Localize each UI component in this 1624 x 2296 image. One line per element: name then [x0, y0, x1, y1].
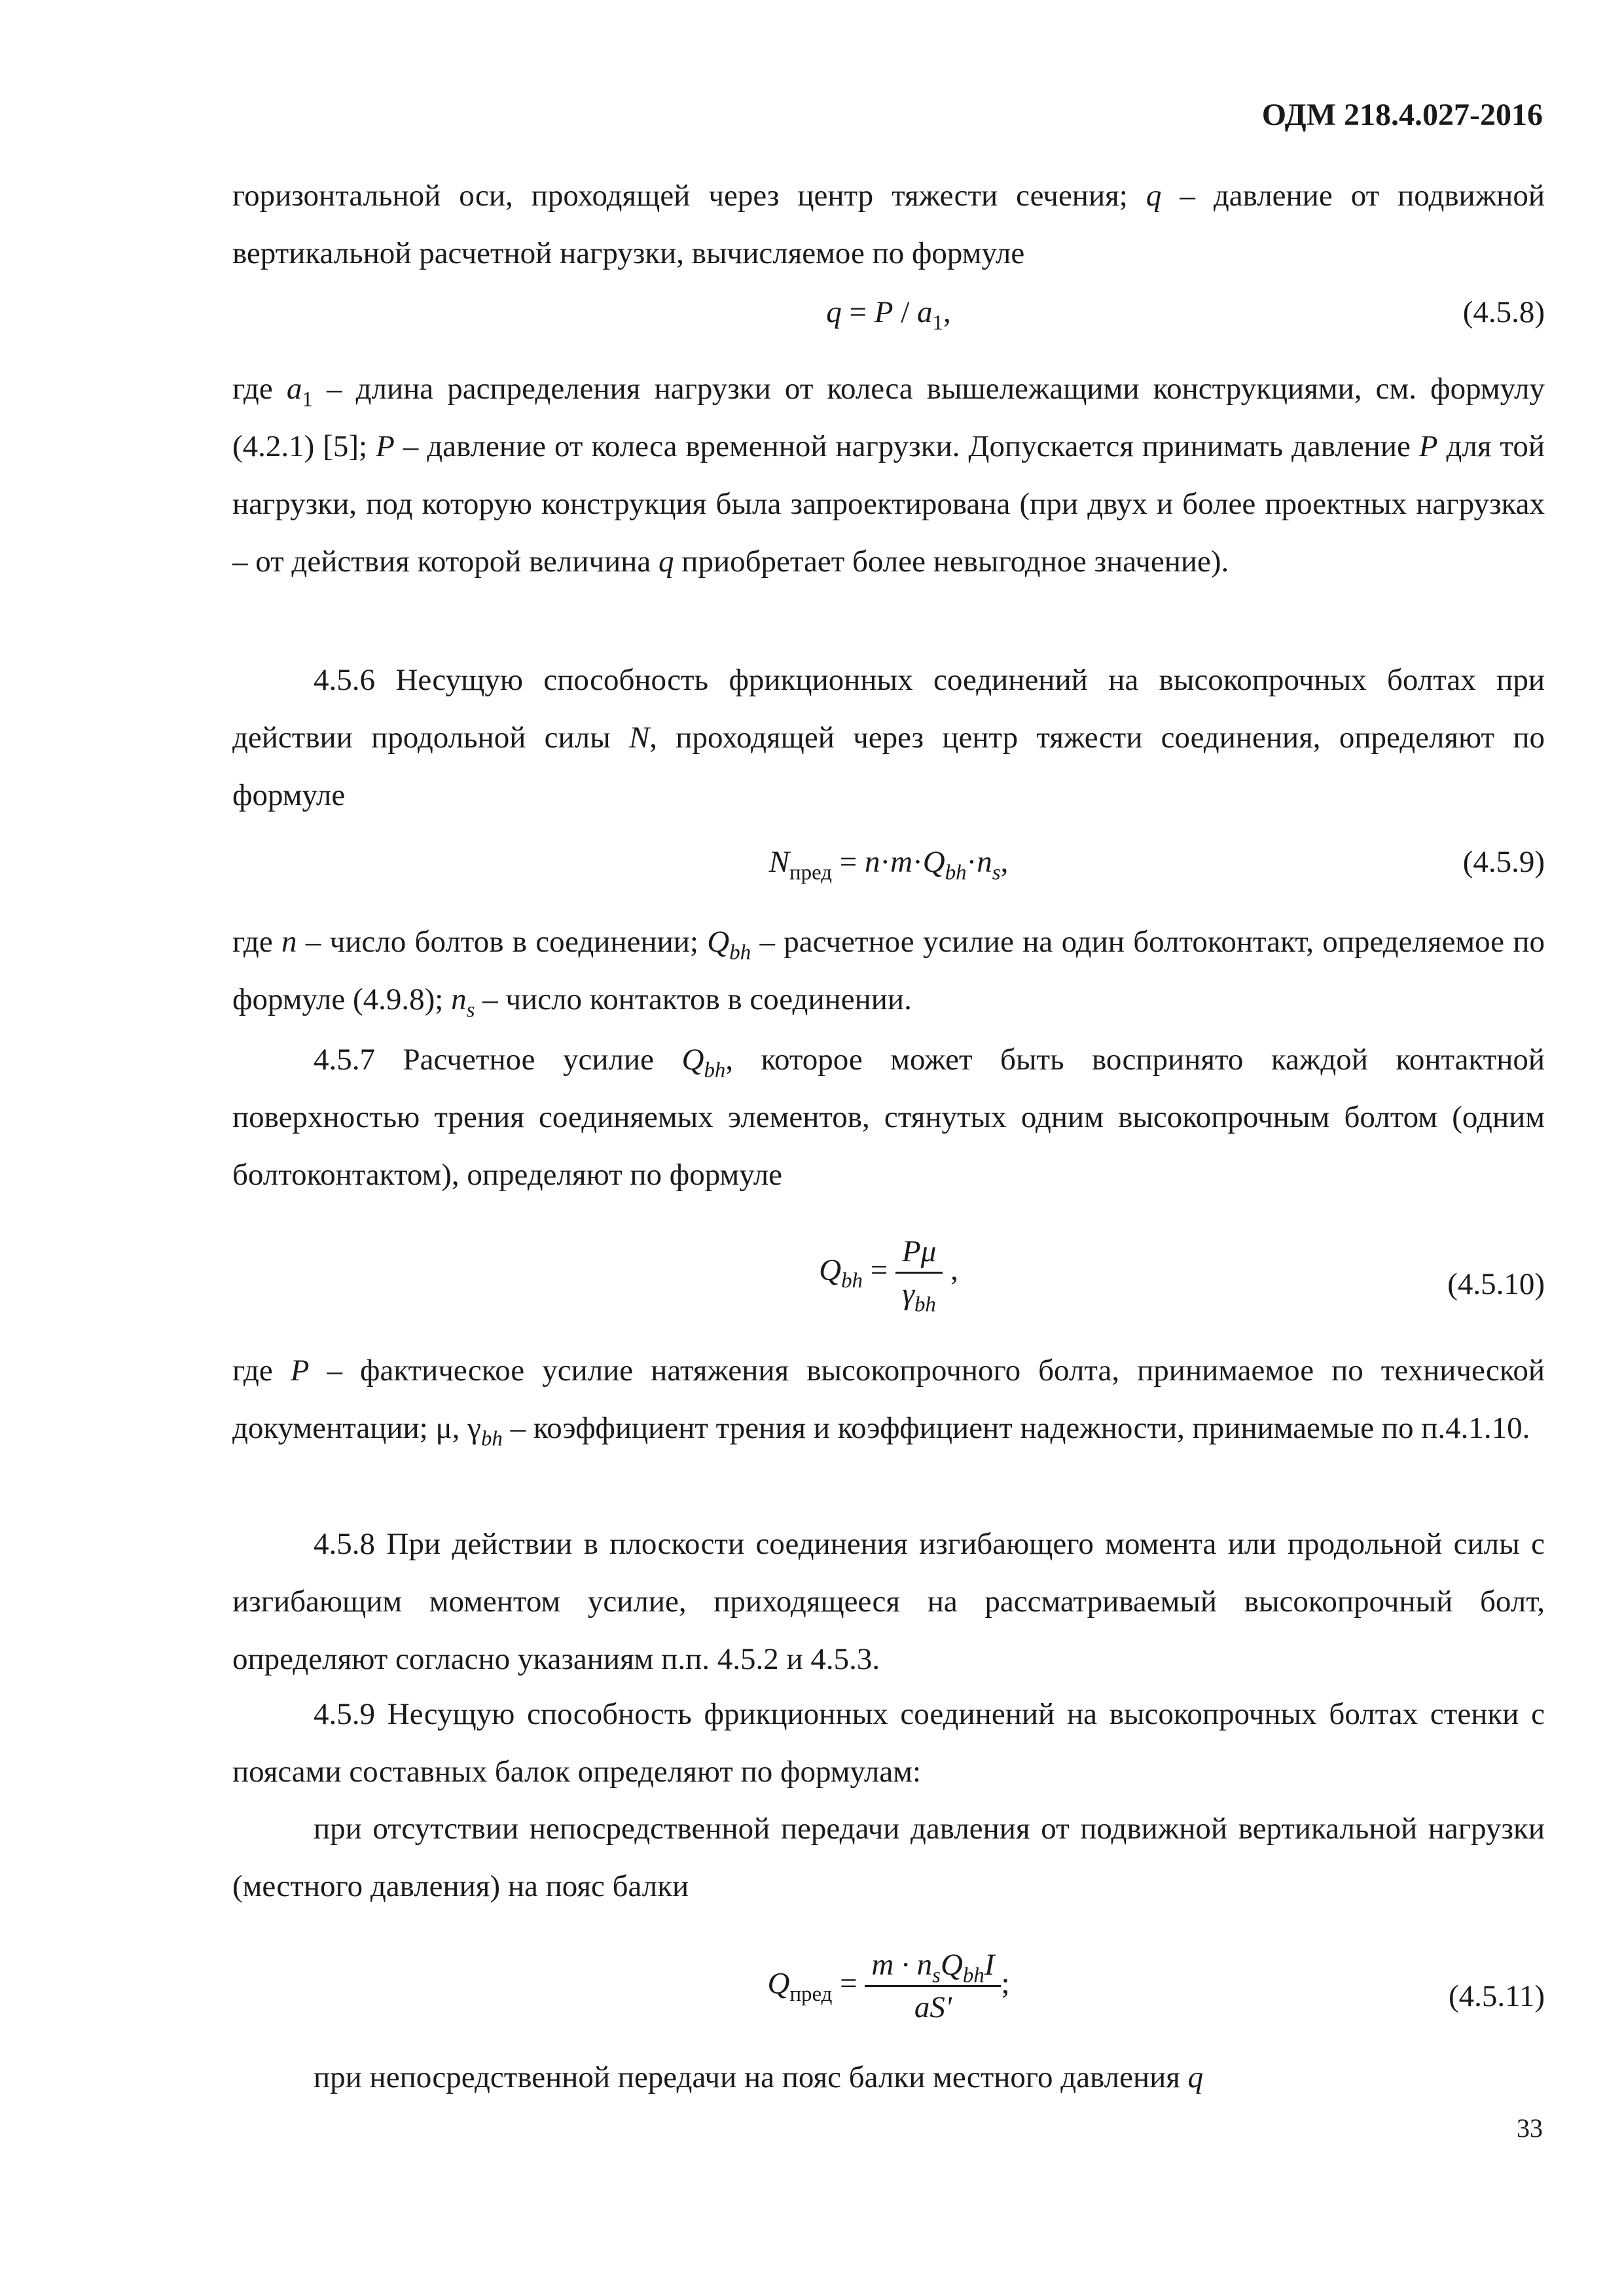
- var-q: q: [1146, 179, 1162, 213]
- equation-4-5-9: [232, 844, 1545, 910]
- paragraph-4-5-8: 4.5.8 При действии в плоскости соединения изгибающего момента или продольной силы с изгибающим моментом усилие, приходящееся на рассматриваемый высокопрочный болт, определяют согласно указаниям п.п. 4.5.2 и 4.5.3.: [232, 1527, 1545, 1676]
- text: – давление от подвижной вертикальной расчетной нагрузки, вычисляемое по формуле: [232, 179, 1545, 270]
- document-header: ОДМ 218.4.027-2016: [1261, 98, 1543, 132]
- formula: $q = P / a_1$,: [826, 295, 951, 335]
- equation-4-5-8: [232, 295, 1545, 360]
- paragraph-where-a1: где $a_1$ – длина распределения нагрузки от колеса вышележащими конструкциями, см. формулу (4.2.1) [5]; P – давление от колеса временной нагрузки. Допускается принимать давление P для той нагрузки, под которую конструкция была запроектирована (при двух и более проектных нагрузках – от действия которой величина q приобретает более невыгодное значение).: [232, 372, 1545, 579]
- equation-4-5-10: [232, 1234, 1545, 1338]
- paragraph-4-5-9: 4.5.9 Несущую способность фрикционных соединений на высокопрочных болтах стенки с поясами составных балок определяют по формулам:: [232, 1697, 1545, 1789]
- equation-number: (4.5.9): [1462, 845, 1545, 879]
- paragraph-continuation: [232, 167, 1545, 282]
- paragraph-where-P: где P – фактическое усилие натяжения высокопрочного болта, принимаемое по технической документации; μ, $\gamma_{bh}$ – коэффициент трения и коэффициент надежности, принимаемые по п.4.1.10.: [232, 1354, 1545, 1451]
- paragraph-4-5-6: 4.5.6 Несущую способность фрикционных соединений на высокопрочных болтах при действии продольной силы N, проходящей через центр тяжести соединения, определяют по формуле: [232, 663, 1545, 812]
- page-number: 33: [1517, 2113, 1543, 2143]
- paragraph-without-local-pressure: при отсутствии непосредственной передачи давления от подвижной вертикальной нагрузки (местного давления) на пояс балки: [232, 1812, 1545, 1903]
- equation-4-5-11: [232, 1947, 1545, 2052]
- equation-number: (4.5.10): [1447, 1267, 1545, 1301]
- text: горизонтальной оси, проходящей через центр тяжести сечения;: [232, 179, 1146, 213]
- paragraph-4-5-7: 4.5.7 Расчетное усилие $Q_{bh}$, которое может быть воспринято каждой контактной поверхностью трения соединяемых элементов, стянутых одним высокопрочным болтом (одним болтоконтактом), определяют по формуле: [232, 1043, 1545, 1192]
- fraction: $\frac{m \cdot n_sQ_{bh}I}{aS'}$: [865, 1947, 1001, 2025]
- formula: $Q_{пред}$ = $\frac{m \cdot n_sQ_{bh}I}{aS'}$ ;: [767, 1948, 1010, 2024]
- fraction: $\frac{P\mu}{\gamma_{bh}}$: [895, 1234, 943, 1312]
- paragraph-with-local-pressure: при непосредственной передачи на пояс балки местного давления q: [314, 2060, 1204, 2094]
- equation-number: (4.5.8): [1462, 295, 1545, 329]
- equation-number: (4.5.11): [1448, 1979, 1545, 2013]
- formula: $Q_{bh}$ = $\frac{P\mu}{\gamma_{bh}}$ ,: [819, 1234, 958, 1317]
- paragraph-where-n: где n – число болтов в соединении; $Q_{bh}$ – расчетное усилие на один болтоконтакт, определяемое по формуле (4.9.8); $n_s$ – число контактов в соединении.: [232, 925, 1545, 1022]
- formula: $N_{пред} = n\cdot m\cdot Q_{bh}\cdot n_s$,: [768, 845, 1009, 885]
